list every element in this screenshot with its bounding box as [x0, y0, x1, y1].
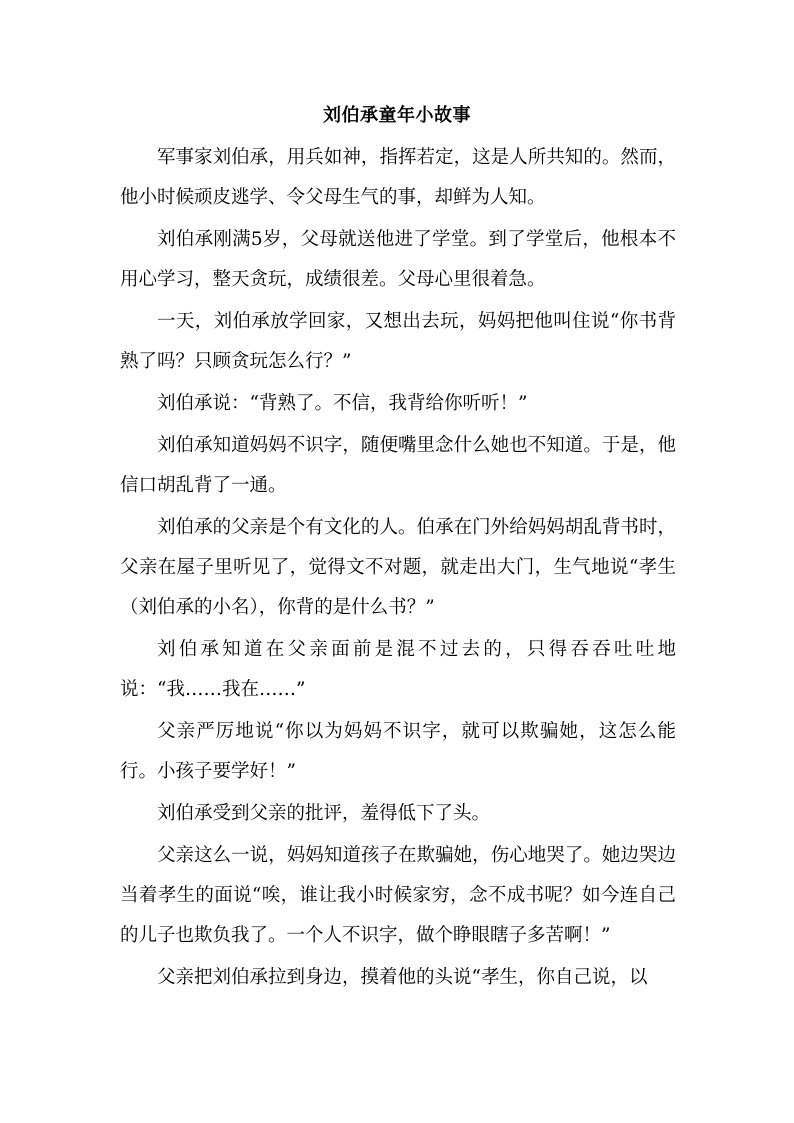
document-body: [120, 138, 676, 1000]
document-title: 刘伯承童年小故事: [323, 105, 471, 126]
paragraph: 一天，刘伯承放学回家，又想出去玩，妈妈把他叫住说“你书背熟了吗？只顾贪玩怎么行？”: [120, 311, 676, 372]
paragraph: 父亲把刘伯承拉到身边，摸着他的头说“孝生，你自己说，以: [157, 967, 648, 988]
paragraph: 刘伯承的父亲是个有文化的人。伯承在门外给妈妈胡乱背书时，父亲在屋子里听见了，觉得文不对题，就走出大门，生气地说“孝生（刘伯承的小名），你背的是什么书？”: [120, 517, 676, 618]
paragraph: 父亲这么一说，妈妈知道孩子在欺骗她，伤心地哭了。她边哭边当着孝生的面说“唉，谁让我小时候家穷，念不成书呢？如今连自己的儿子也欺负我了。一个人不识字，做个睁眼瞎子多苦啊！”: [120, 845, 676, 946]
paragraph: 刘伯承说：“背熟了。不信，我背给你听听！”: [157, 393, 528, 414]
paragraph: 父亲严厉地说“你以为妈妈不识字，就可以欺骗她，这怎么能行。小孩子要学好！”: [120, 721, 676, 782]
paragraph: 军事家刘伯承，用兵如神，指挥若定，这是人所共知的。然而，他小时候顽皮逃学、令父母生气的事，却鲜为人知。: [120, 147, 676, 208]
paragraph: 刘伯承知道妈妈不识字，随便嘴里念什么她也不知道。于是，他信口胡乱背了一通。: [120, 435, 676, 496]
paragraph: 刘伯承知道在父亲面前是混不过去的，只得吞吞吐吐地说：“我……我在……”: [120, 639, 676, 700]
paragraph: 刘伯承刚满5岁，父母就送他进了学堂。到了学堂后，他根本不用心学习，整天贪玩，成绩很差。父母心里很着急。: [120, 229, 676, 290]
paragraph: 刘伯承受到父亲的批评，羞得低下了头。: [157, 803, 491, 824]
